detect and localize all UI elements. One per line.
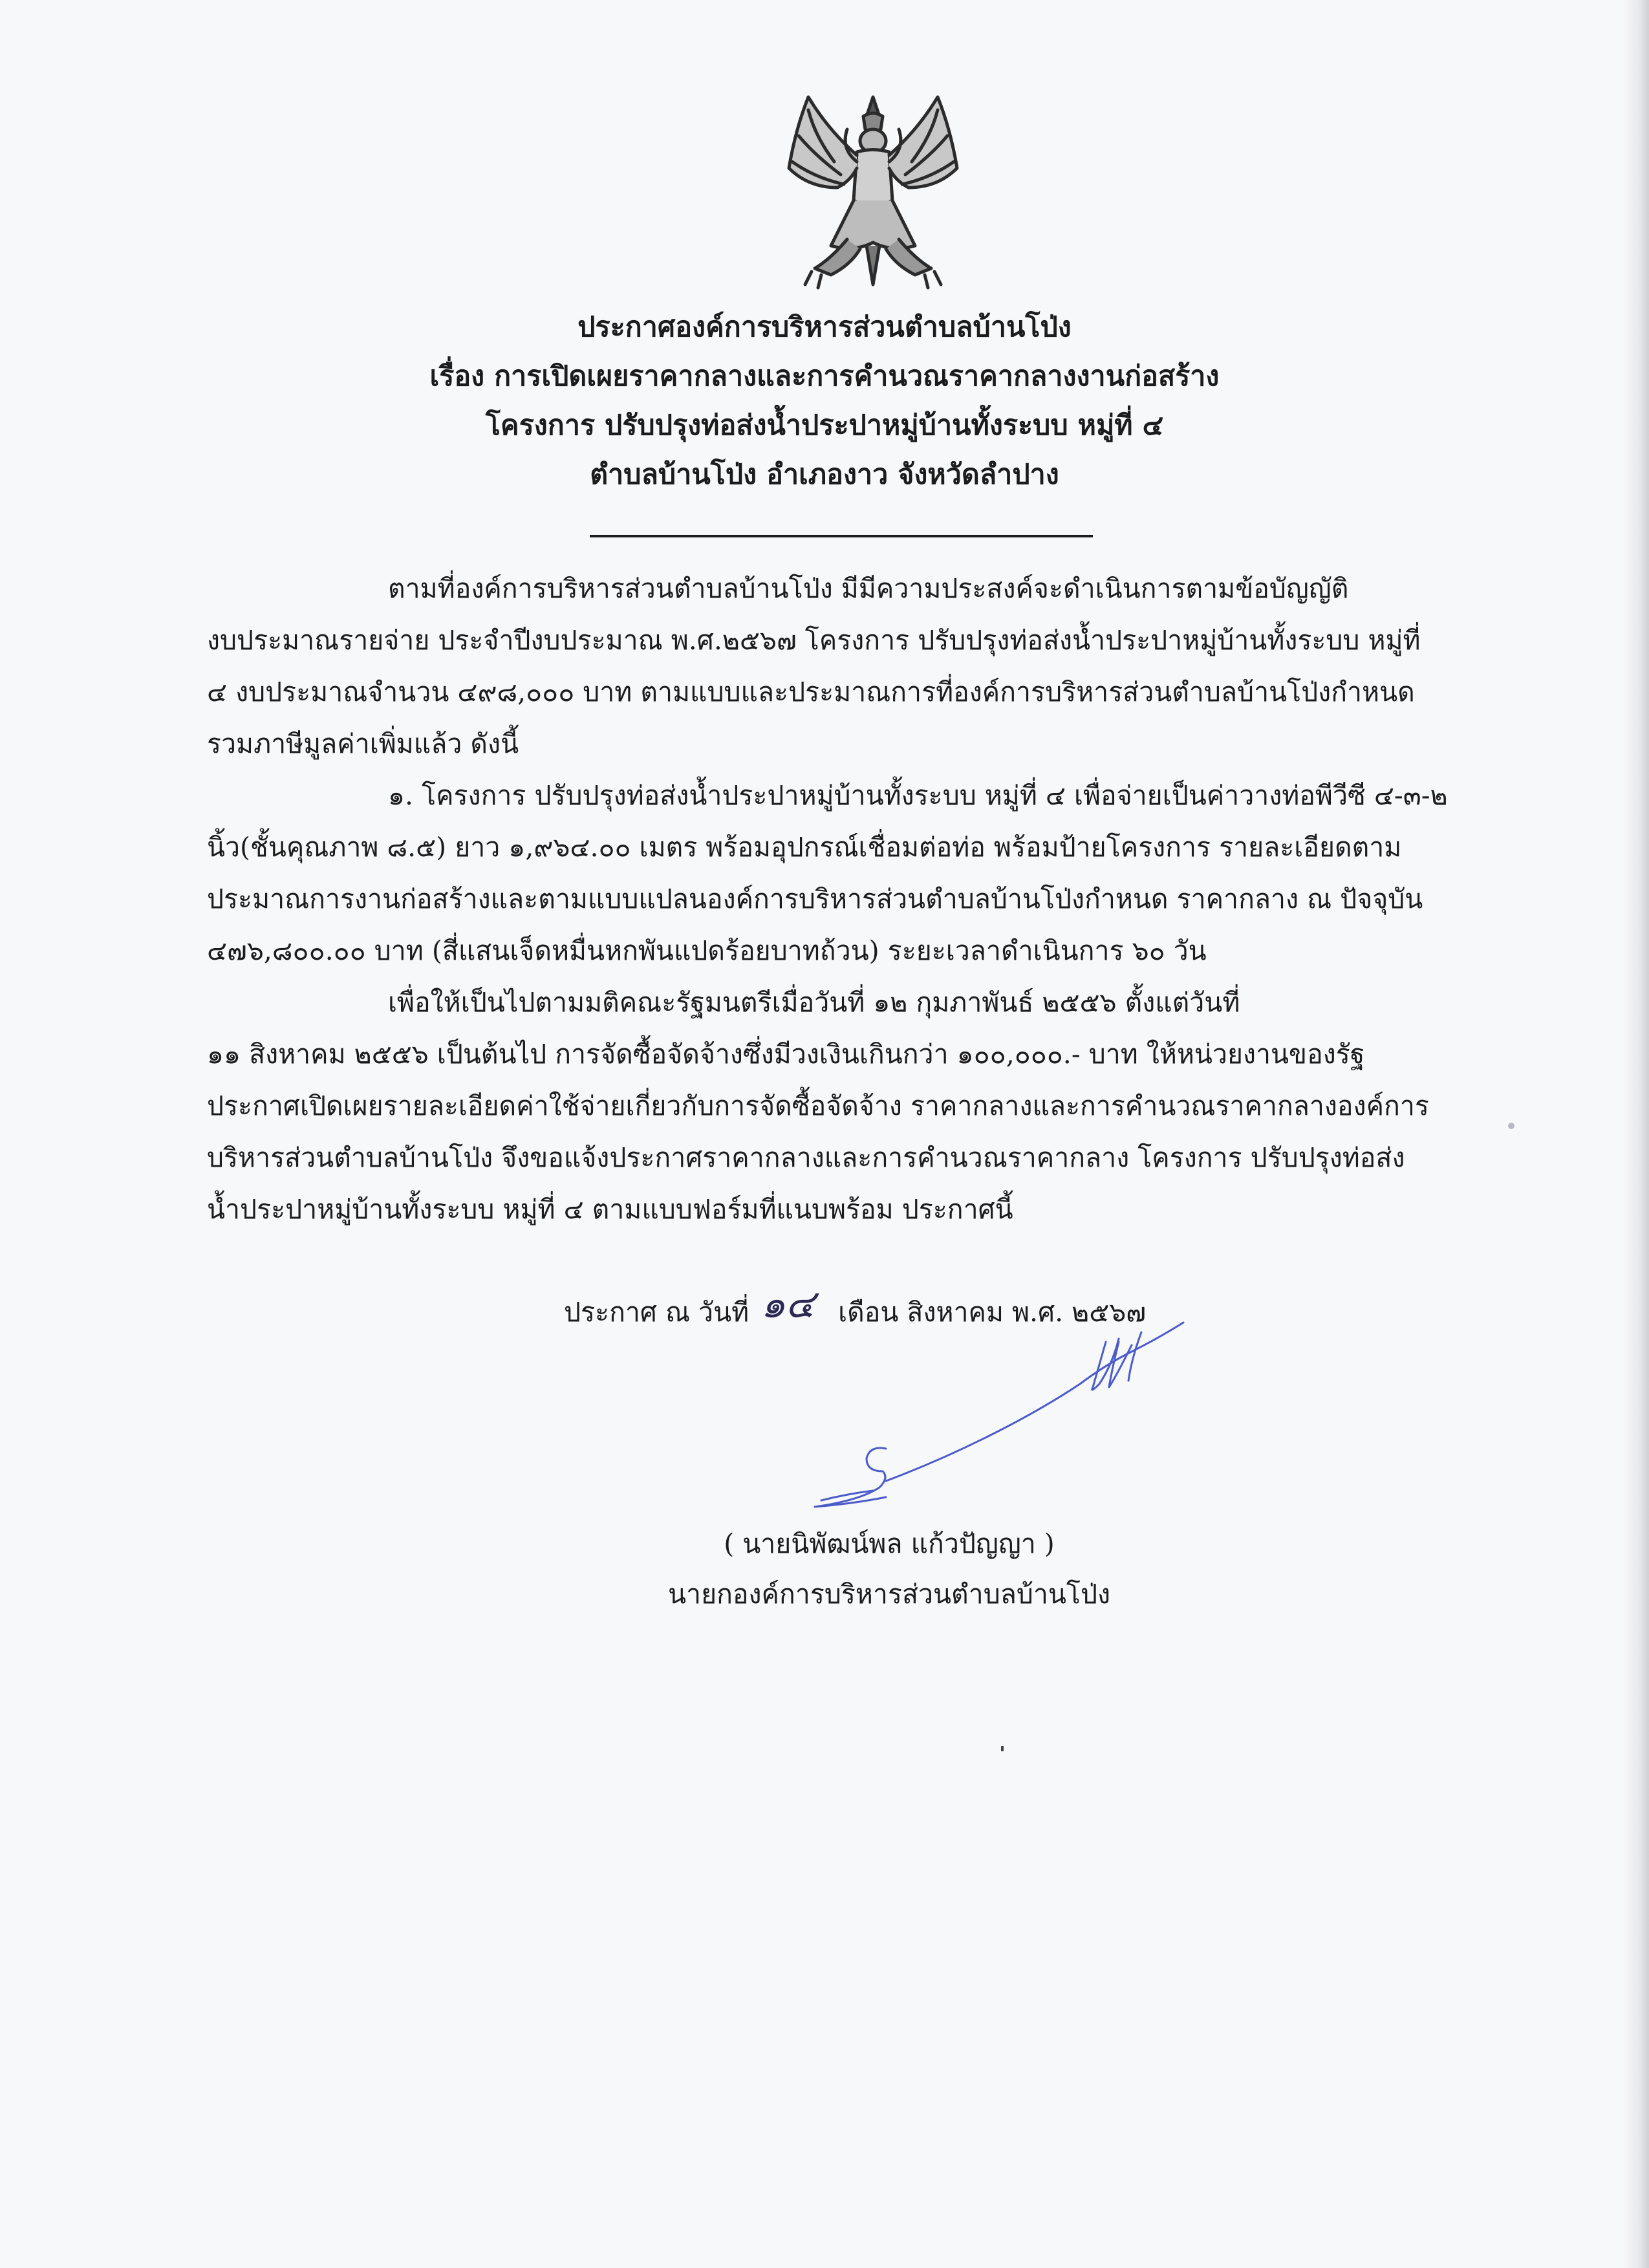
paragraph-1-line: ๔ งบประมาณจำนวน ๔๙๘,๐๐๐ บาท ตามแบบและประมาณการที่องค์การบริหารส่วนตำบลบ้านโป่งกำหนด	[207, 676, 1415, 707]
paragraph-2-line: ๑. โครงการ ปรับปรุงท่อส่งน้ำประปาหมู่บ้านทั้งระบบ หมู่ที่ ๔ เพื่อจ่ายเป็นค่าวางท่อพีวีซี ๔-๓-๒	[388, 780, 1448, 811]
header-line-4: ตำบลบ้านโป่ง อำเภองาว จังหวัดลำปาง	[590, 459, 1059, 491]
header-line-1: ประกาศองค์การบริหารส่วนตำบลบ้านโป่ง	[577, 311, 1072, 343]
handwritten-day: ๑๔	[760, 1282, 815, 1327]
signatory-name: ( นายนิพัฒน์พล แก้วปัญญา )	[724, 1528, 1055, 1559]
paragraph-1-line: ตามที่องค์การบริหารส่วนตำบลบ้านโป่ง มีมีความประสงค์จะดำเนินการตามข้อบัญญัติ	[388, 573, 1349, 604]
paragraph-1-line: รวมภาษีมูลค่าเพิ่มแล้ว ดังนี้	[207, 728, 519, 759]
paragraph-2-line: ๔๗๖,๘๐๐.๐๐ บาท (สี่แสนเจ็ดหมื่นหกพันแปดร้อยบาทถ้วน) ระยะเวลาดำเนินการ ๖๐ วัน	[207, 935, 1207, 966]
paragraph-1-line: งบประมาณรายจ่าย ประจำปีงบประมาณ พ.ศ.๒๕๖๗ โครงการ ปรับปรุงท่อส่งน้ำประปาหมู่บ้านทั้งระบบ หมู่ที่	[207, 625, 1421, 656]
paragraph-3-line: ๑๑ สิงหาคม ๒๕๕๖ เป็นต้นไป การจัดซื้อจัดจ้างซึ่งมีวงเงินเกินกว่า ๑๐๐,๐๐๐.- บาท ให้หน่วยงานของรัฐ	[207, 1039, 1365, 1070]
paragraph-3-line: น้ำประปาหมู่บ้านทั้งระบบ หมู่ที่ ๔ ตามแบบฟอร์มที่แนบพร้อม ประกาศนี้	[207, 1194, 1013, 1225]
handwritten-signature	[795, 1313, 1248, 1526]
header-line-3: โครงการ ปรับปรุงท่อส่งน้ำประปาหมู่บ้านทั้งระบบ หมู่ที่ ๔	[485, 409, 1164, 442]
paragraph-2-line: ประมาณการงานก่อสร้างและตามแบบแปลนองค์การบริหารส่วนตำบลบ้านโป่งกำหนด ราคากลาง ณ ปัจจุบัน	[207, 883, 1423, 914]
paragraph-1	[207, 563, 1468, 770]
announcement-header	[0, 303, 1649, 499]
date-month-year: เดือน สิงหาคม พ.ศ. ๒๕๖๗	[838, 1297, 1147, 1328]
paragraph-3	[207, 977, 1468, 1235]
paragraph-2-line: นิ้ว(ชั้นคุณภาพ ๘.๕) ยาว ๑,๙๖๔.๐๐ เมตร พร้อมอุปกรณ์เชื่อมต่อท่อ พร้อมป้ายโครงการ รายละเอียดตาม	[207, 832, 1402, 863]
garuda-emblem	[770, 91, 976, 291]
paragraph-3-line: บริหารส่วนตำบลบ้านโป่ง จึงขอแจ้งประกาศราคากลางและการคำนวณราคากลาง โครงการ ปรับปรุงท่อส่ง	[207, 1142, 1405, 1173]
signatory-position: นายกองค์การบริหารส่วนตำบลบ้านโป่ง	[668, 1579, 1110, 1610]
paragraph-3-line: ประกาศเปิดเผยรายละเอียดค่าใช้จ่ายเกี่ยวกับการจัดซื้อจัดจ้าง ราคากลางและการคำนวณราคากลางองค์การ	[207, 1090, 1429, 1121]
date-prefix: ประกาศ ณ วันที่	[564, 1297, 749, 1328]
paragraph-3-line: เพื่อให้เป็นไปตามมติคณะรัฐมนตรีเมื่อวันที่ ๑๒ กุมภาพันธ์ ๒๕๕๖ ตั้งแต่วันที่	[388, 987, 1240, 1018]
paper-mark	[1001, 1746, 1004, 1751]
paper-speck	[1508, 1123, 1514, 1129]
header-divider	[590, 535, 1093, 537]
header-line-2: เรื่อง การเปิดเผยราคากลางและการคำนวณราคากลางงานก่อสร้าง	[429, 360, 1220, 393]
paragraph-2	[207, 770, 1468, 977]
